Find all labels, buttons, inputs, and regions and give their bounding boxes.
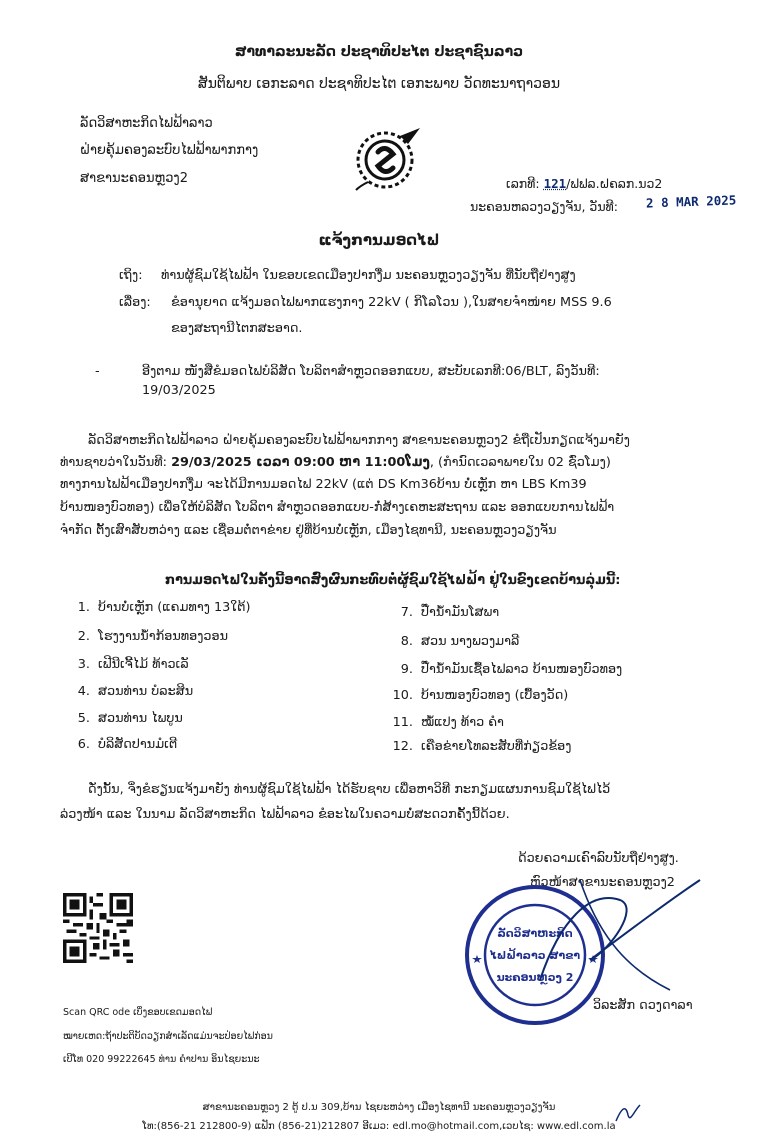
signer-position: ຫົວໜ້າສາຂານະຄອນຫຼວງ2 <box>530 875 675 890</box>
list-item: 9. ປ໊ຳນ້ຳມັນເຊື້ອໄຟລາວ ບ້ານໜອງບົວທອງ <box>400 662 623 677</box>
subject-label: ເລື່ອງ: <box>119 295 151 310</box>
national-motto-line1: ສາທາລະນະລັດ ປະຊາທິປະໄຕ ປະຊາຊົນລາວ <box>234 44 524 60</box>
list-item: 2. ໂຮງງານນ້ຳກ້ອນທອງວອນ <box>77 629 229 644</box>
org-department: ຝ່າຍຄຸ້ມຄອງລະບົບໄຟຟ້າພາກກາງ <box>80 143 259 158</box>
affected-areas-right <box>391 605 721 765</box>
subject-row <box>119 293 612 312</box>
list-item: 3. ເຟີນີເຈີ້ໄມ້ ທ້າວເລັ <box>77 657 189 672</box>
list-item: 7. ປ໊ຳນ້ຳມັນໂສພາ <box>400 605 500 620</box>
footer-address: ສາຂານະຄອນຫຼວງ 2 ຕູ້ ປ.ນ 309,ບ້ານ ໄຊຍະຫວ່າງ ເມືອງໄຊທານີ ນະຄອນຫຼວງວຽງຈັນ <box>202 1102 556 1113</box>
reference-number <box>506 176 662 191</box>
affected-areas-heading: ການມອດໄຟໃນຄັ້ງນີ້ອາດສົ່ງຜົນກະທົບຕໍ່ຜູ້ຊົມໃຊ້ໄຟຟ້າ ຢູ່ໃນຂົງເຂດບ້ານລຸ່ມນີ້: <box>165 573 621 588</box>
body-line2-prefix: ທ່ານຊາບວ່າໃນວັນທີ: <box>60 455 172 470</box>
list-item: 12. ເຄືອຂ່າຍໂທລະສັບທີ່ກ່ຽວຂ້ອງ <box>392 739 572 754</box>
edl-logo-icon <box>348 124 426 194</box>
list-item: 11. ໝໍ້ແປງ ທ້າວ ຄຳ <box>392 715 504 730</box>
body-line2-suffix: , (ກຳນົດເວລາພາຍໃນ 02 ຊົ່ວໂມງ) <box>429 455 611 470</box>
signature-scribble-icon <box>520 860 720 1010</box>
body-line5: ຈຳກັດ ຕັ້ງເສົາສັບຫວ່າງ ແລະ ເຊື່ອມຕໍ່ຕາຂ່າຍ ຢູ່ທີ່ບ້ານບໍ່ເຫຼັກ, ເມືອງໄຊທານີ, ນະຄອນຫຼວງວຽງຈັນ <box>60 523 557 538</box>
footer-contacts: ໂທ:(856-21 212800-9) ແຟັກ (856-21)212807 ອີເມວ: edl.mo@hotmail.com,ເວບໄຊ: www.edl.com.la <box>142 1121 616 1132</box>
signer-name: ວິລະສັກ ດວງດາລາ <box>593 998 693 1013</box>
list-item: 5. ສວນທ່ານ ໄພບູນ <box>77 711 183 726</box>
reference-doc-line2: 19/03/2025 <box>142 383 216 398</box>
regards-text: ດ້ວຍຄວາມເຄົາລົບນັບຖືຢ່າງສູງ. <box>518 851 679 866</box>
closing-line2: ລ່ວງໜ້າ ແລະ ໃນນາມ ລັດວິສາຫະກິດ ໄຟຟ້າລາວ ຂໍອະໄພໃນຄວາມບໍ່ສະດວກຄັ້ງນີ້ດ້ວຍ. <box>60 807 510 822</box>
list-item: 8. ສວນ ນາງພວງມາລີ <box>400 634 520 649</box>
qr-code-icon <box>63 893 133 963</box>
initials-scribble-icon <box>614 1103 642 1125</box>
body-line3: ທາງການໄຟຟ້າເມືອງປາກງື່ມ ຈະໄດ້ມີການມອດໄຟ 22kV (ແຕ່ DS Km36ບ້ານ ບໍ່ເຫຼັກ ຫາ LBS Km39 <box>60 477 587 492</box>
outage-datetime: 29/03/2025 ເວລາ 09:00 ຫາ 11:00ໂມງ <box>171 455 430 470</box>
reference-number-label: ເລກທີ: <box>506 176 540 191</box>
body-line2 <box>60 453 611 472</box>
national-motto-line2: ສັນຕິພາບ ເອກະລາດ ປະຊາທິປະໄຕ ເອກະພາບ ວັດທະນາຖາວອນ <box>197 76 561 92</box>
subject-line1: ຂໍອານຸຍາດ ແຈ້ງມອດໄຟພາກແຮງກາງ 22kV ( ກິໂລໂວນ ),ໃນສາຍຈຳໜ່າຍ MSS 9.6 <box>171 295 612 310</box>
notice-title: ແຈ້ງການມອດໄຟ <box>318 231 440 249</box>
addressee-row <box>119 266 576 285</box>
closing-line1: ດັ່ງນັ້ນ, ຈິ່ງຂໍຮຽນແຈ້ງມາຍັງ ທ່ານຜູ້ຊົມໃຊ້ໄຟຟ້າ ໄດ້ຮັບຊາບ ເພື່ອຫາວິທີ ກະກຽມແຜນການຊົມໃຊ້ໄຟໄວ້ <box>88 782 611 797</box>
place-date-label: ນະຄອນຫລວງວຽງຈັນ, ວັນທີ: <box>470 199 618 214</box>
to-text: ທ່ານຜູ້ຊົມໃຊ້ໄຟຟ້າ ໃນຂອບເຂດເມືອງປາກງື່ມ ນະຄອນຫຼວງວຽງຈັນ ທີ່ນັບຖືຢ່າງສູງ <box>161 268 576 283</box>
reference-number-suffix: /ຟຟລ.ຝຄລກ.ນວ2 <box>566 176 663 191</box>
qr-note-line1: Scan QRC ode ເບິ່ງຂອບເຂດມອດໄຟ <box>63 1007 213 1018</box>
stamp-mid-text: ໄຟຟ້າລາວ ສາຂາ <box>489 949 581 962</box>
affected-areas-left <box>68 600 388 760</box>
qr-note-line2: ໝາຍເຫດ:ຖ້າປະຕິບັດວຽກສຳເລັດແມ່ນຈະປ່ອຍໄຟກ່ອນ <box>63 1031 273 1042</box>
qr-note-line3: ເບີໂທ 020 99222645 ທ່ານ ຄຳປານ ອິນໄຊຍະນະ <box>63 1054 260 1065</box>
stamp-bottom-text: ນະຄອນຫຼວງ 2 <box>496 971 574 984</box>
body-line4: ບ້ານໜອງບົວທອງ) ເພື່ອໃຫ້ບໍລິສັດ ໂບລິຕາ ສຳຫຼວດອອກແບບ-ກໍ່ສ້າງເຄຫະສະຖານ ແລະ ອອກແບບການໄຟຟ້າ <box>60 500 615 515</box>
stamp-top-text: ລັດວິສາຫະກິດ <box>497 927 573 940</box>
subject-line2: ຂອງສະຖານີໄຕກສະອາດ. <box>171 321 303 336</box>
list-item: 10. ບ້ານໜອງບົວທອງ (ເບື້ອງວັດ) <box>392 688 569 703</box>
reference-number-value: 121 <box>543 176 567 191</box>
list-item: 1. ບ້ານບໍ່ເຫຼັກ (ແຄມທາງ 13ໃຕ້) <box>77 600 251 615</box>
stamped-date: 2 8 MAR 2025 <box>645 192 737 211</box>
list-item: 4. ສວນທ່ານ ບໍລະສິນ <box>77 684 194 699</box>
reference-doc-line1: ອີງຕາມ ໜັງສືຂໍມອດໄຟບໍລິສັດ ໂບລິຕາສຳຫຼວດອອກແບບ, ສະບັບເລກທີ:06/BLT, ລົງວັນທີ: <box>142 364 600 379</box>
org-name: ລັດວິສາຫະກິດໄຟຟ້າລາວ <box>80 116 213 131</box>
org-branch: ສາຂານະຄອນຫຼວງ2 <box>80 171 188 186</box>
to-label: ເຖິງ: <box>119 268 143 283</box>
list-item: 6. ບໍລິສັດປານມໍເຕີ <box>77 737 178 752</box>
reference-dash: - <box>95 364 100 379</box>
body-line1: ລັດວິສາຫະກິດໄຟຟ້າລາວ ຝ່າຍຄຸ້ມຄອງລະບົບໄຟຟ້າພາກກາງ ສາຂານະຄອນຫຼວງ2 ຂໍຖືເປັນກຽດແຈ້ງມາຍັງ <box>88 433 630 448</box>
